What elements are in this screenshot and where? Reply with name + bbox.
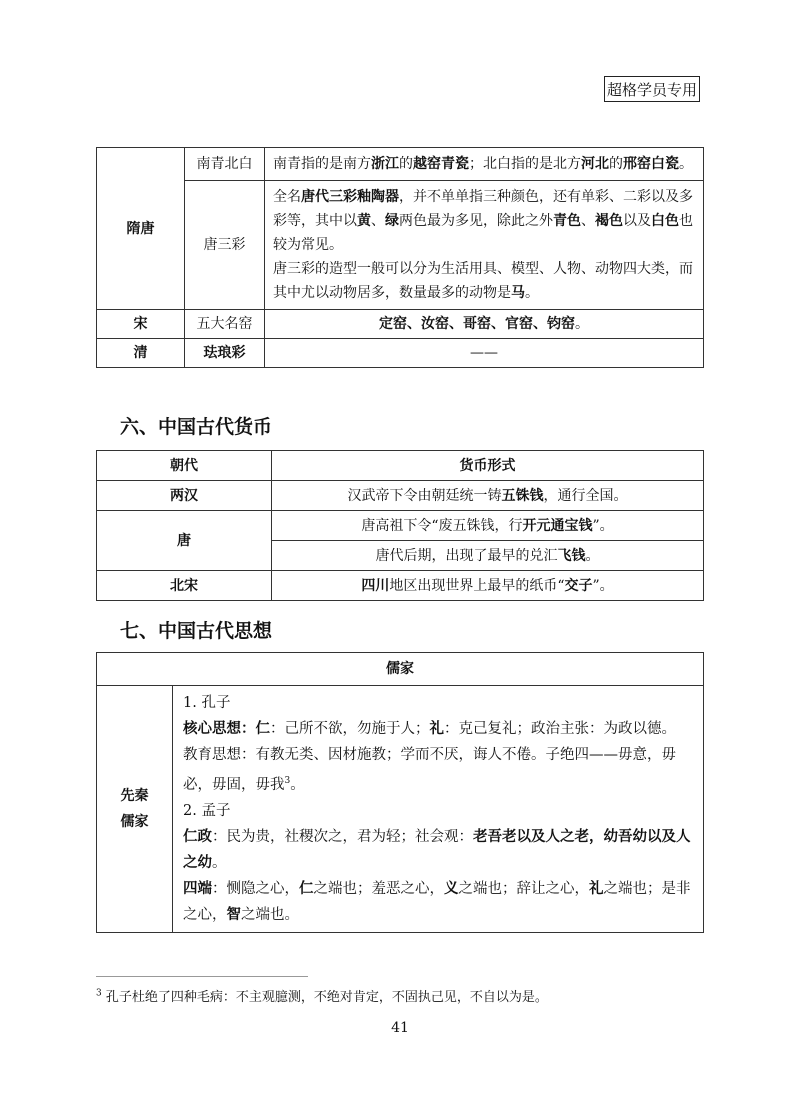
col-dynasty-header: 朝代 — [97, 451, 272, 481]
footnote-divider — [96, 976, 308, 977]
dynasty-tang: 唐 — [97, 511, 272, 571]
beisong-currency: 四川地区出现世界上最早的纸币“交子”。 — [272, 571, 704, 601]
mengzi-ren: 仁政：民为贵，社稷次之，君为轻；社会观：老吾老以及人之老，幼吾幼以及人之幼。 — [183, 828, 691, 871]
footnote-mark: 3 — [96, 988, 102, 999]
kongzi-core: 核心思想：仁：己所不欲，勿施于人；礼：克己复礼；政治主张：为政以德。 — [183, 721, 676, 737]
dynasty-sui-tang: 隋唐 — [97, 148, 185, 310]
thought-table — [96, 652, 704, 933]
currency-table — [96, 450, 704, 601]
dynasty-song: 宋 — [97, 310, 185, 339]
confucian-content — [173, 686, 704, 933]
tang-currency-1: 唐高祖下令“废五铢钱，行开元通宝钱”。 — [272, 511, 704, 541]
kongzi-title: 1. 孔子 — [183, 695, 231, 711]
col-form-header: 货币形式 — [272, 451, 704, 481]
tang-currency-2: 唐代后期，出现了最早的兑汇飞钱。 — [272, 541, 704, 571]
mengzi-title: 2. 孟子 — [183, 802, 231, 819]
member-only-tag: 超格学员专用 — [604, 76, 700, 102]
dynasty-lianghan: 两汉 — [97, 481, 272, 511]
lianghan-currency: 汉武帝下令由朝廷统一铸五铢钱，通行全国。 — [272, 481, 704, 511]
footnote: $^3$ 孔子杜绝了四种毛病：不主观臆测，不绝对肯定，不固执己见，不自以为是。 — [96, 988, 548, 1005]
tangsancai-desc — [265, 181, 704, 310]
five-kilns-desc: 定窑、汝窑、哥窑、官窑、钧窑。 — [265, 310, 704, 339]
kiln-nanqing-beibai: 南青北白 — [185, 148, 265, 181]
tangsancai-para-1: 全名唐代三彩釉陶器，并不单单指三种颜色，还有单彩、二彩以及多彩等，其中以黄、绿两色最为多见，除此之外青色、褐色以及白色也较为常见。 — [273, 189, 693, 253]
dynasty-beisong: 北宋 — [97, 571, 272, 601]
dynasty-qing: 清 — [97, 339, 185, 368]
tangsancai-para-2: 唐三彩的造型一般可以分为生活用具、模型、人物、动物四大类，而其中尤以动物居多，数量最多的动物是马。 — [273, 261, 693, 301]
period-pre-qin-confucian: 先秦 儒家 — [97, 686, 173, 933]
section-7-title: 七、中国古代思想 — [120, 620, 273, 642]
footnote-ref[interactable]: 3 — [284, 776, 291, 786]
page-number: 41 — [391, 1020, 409, 1036]
nanqing-desc: 南青指的是南方浙江的越窑青瓷；北白指的是北方河北的邢窑白瓷。 — [265, 148, 704, 181]
falangcai-desc: —— — [265, 339, 704, 368]
kiln-falangcai: 珐琅彩 — [185, 339, 265, 368]
kongzi-education: 教育思想：有教无类、因材施教；学而不厌，诲人不倦。子绝四——毋意，毋必，毋固，毋我$^3$。 — [183, 747, 676, 793]
ceramics-table — [96, 147, 704, 368]
section-6-title: 六、中国古代货币 — [120, 416, 273, 438]
kiln-five-famous: 五大名窑 — [185, 310, 265, 339]
kiln-tangsancai: 唐三彩 — [185, 181, 265, 310]
mengzi-siduan: 四端：恻隐之心，仁之端也；羞恶之心，义之端也；辞让之心，礼之端也；是非之心，智之端也。 — [183, 880, 691, 923]
school-confucian-header: 儒家 — [97, 653, 704, 686]
